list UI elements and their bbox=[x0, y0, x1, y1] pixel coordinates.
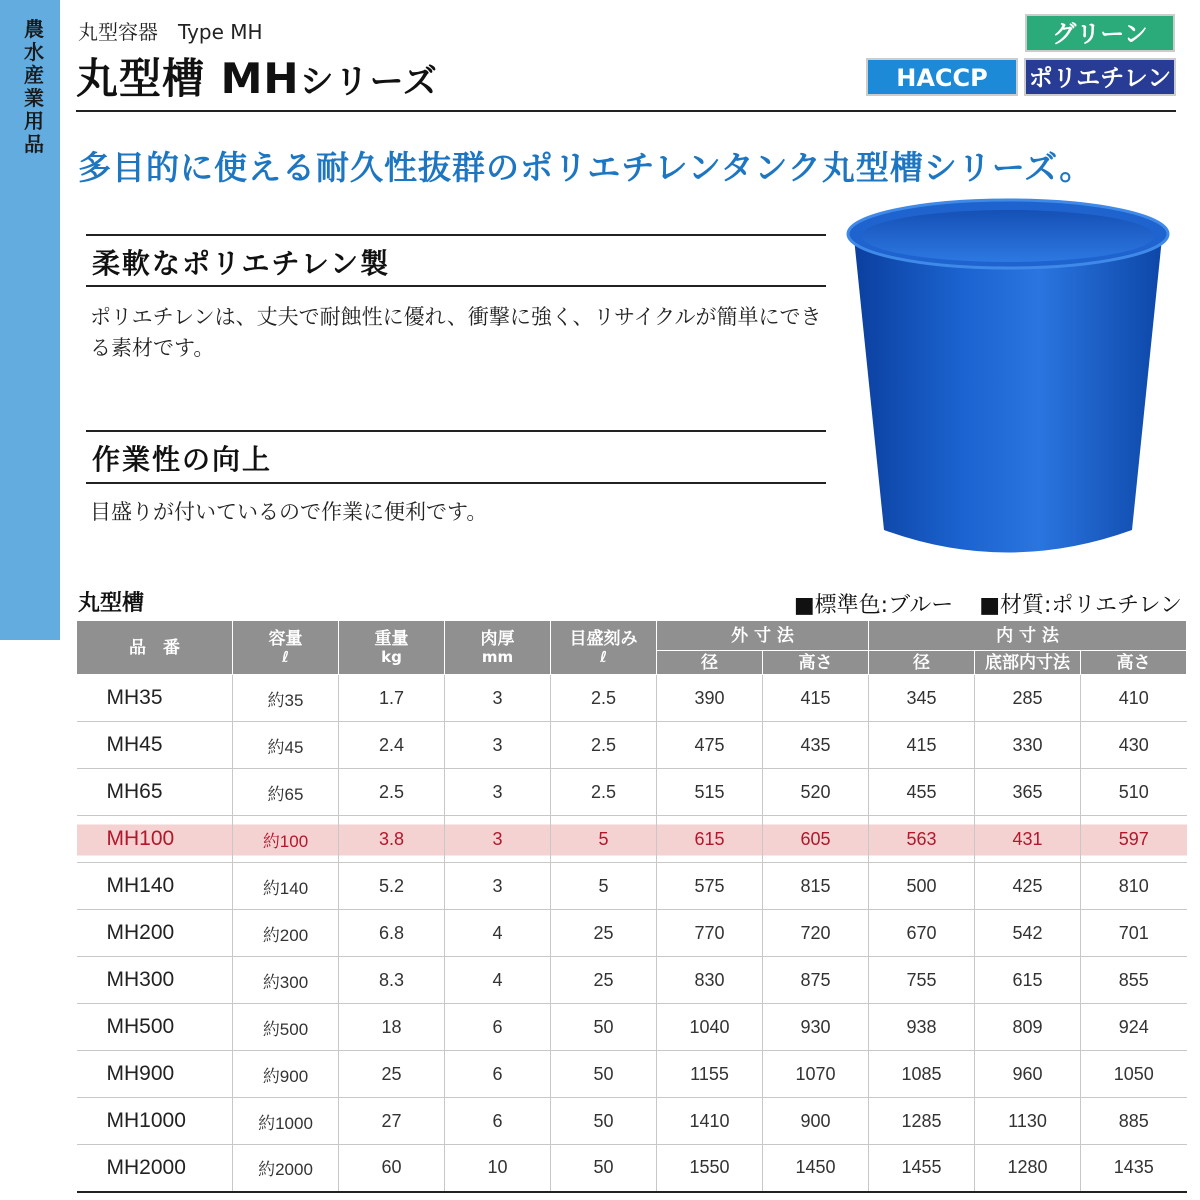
cell-outer-height: 1070 bbox=[763, 1051, 869, 1098]
cell-capacity: 約900 bbox=[233, 1051, 339, 1098]
cell-model: MH200 bbox=[77, 910, 233, 957]
cell-inner-height: 410 bbox=[1081, 675, 1187, 722]
col-inner-diameter: 径 bbox=[869, 651, 975, 675]
cell-weight: 3.8 bbox=[339, 816, 445, 863]
category-side-tab bbox=[0, 0, 60, 640]
table-row bbox=[77, 910, 1187, 957]
title-series: シリーズ bbox=[299, 62, 438, 102]
cell-capacity: 約35 bbox=[233, 675, 339, 722]
cell-weight: 27 bbox=[339, 1098, 445, 1145]
cell-capacity: 約100 bbox=[233, 816, 339, 863]
col-model: 品 番 bbox=[77, 621, 233, 675]
cell-inner-bottom: 330 bbox=[975, 722, 1081, 769]
product-subtitle: 丸型容器 Type MH bbox=[78, 20, 263, 44]
section-body-material: ポリエチレンは、丈夫で耐蝕性に優れ、衝撃に強く、リサイクルが簡単にできる素材です。 bbox=[90, 305, 822, 360]
polyethylene-badge: ポリエチレン bbox=[1024, 58, 1176, 96]
cell-outer-height: 435 bbox=[763, 722, 869, 769]
cell-outer-diameter: 575 bbox=[657, 863, 763, 910]
cell-weight: 5.2 bbox=[339, 863, 445, 910]
cell-inner-diameter: 455 bbox=[869, 769, 975, 816]
cell-thickness: 3 bbox=[445, 769, 551, 816]
cell-outer-diameter: 770 bbox=[657, 910, 763, 957]
cell-weight: 1.7 bbox=[339, 675, 445, 722]
cell-weight: 2.4 bbox=[339, 722, 445, 769]
section-heading-material: 柔軟なポリエチレン製 bbox=[92, 247, 391, 280]
col-inner-height: 高さ bbox=[1081, 651, 1187, 675]
spec-table bbox=[76, 620, 1187, 1193]
cell-thickness: 3 bbox=[445, 722, 551, 769]
cell-inner-bottom: 809 bbox=[975, 1004, 1081, 1051]
cell-inner-bottom: 542 bbox=[975, 910, 1081, 957]
cell-capacity: 約500 bbox=[233, 1004, 339, 1051]
cell-inner-height: 510 bbox=[1081, 769, 1187, 816]
col-capacity-unit: ℓ bbox=[281, 647, 290, 666]
cell-outer-height: 720 bbox=[763, 910, 869, 957]
cell-outer-height: 930 bbox=[763, 1004, 869, 1051]
section-body-workability: 目盛りが付いているので作業に便利です。 bbox=[90, 500, 488, 524]
cell-inner-diameter: 938 bbox=[869, 1004, 975, 1051]
cell-thickness: 4 bbox=[445, 957, 551, 1004]
cell-weight: 25 bbox=[339, 1051, 445, 1098]
cell-capacity: 約200 bbox=[233, 910, 339, 957]
cell-scale: 2.5 bbox=[551, 722, 657, 769]
cell-inner-height: 1435 bbox=[1081, 1145, 1187, 1192]
cell-thickness: 3 bbox=[445, 816, 551, 863]
cell-thickness: 3 bbox=[445, 863, 551, 910]
cell-thickness: 6 bbox=[445, 1051, 551, 1098]
cell-weight: 6.8 bbox=[339, 910, 445, 957]
cell-model: MH140 bbox=[77, 863, 233, 910]
cell-outer-diameter: 1550 bbox=[657, 1145, 763, 1192]
cell-outer-diameter: 515 bbox=[657, 769, 763, 816]
col-thickness-label: 肉厚 bbox=[480, 628, 515, 649]
page-title bbox=[76, 46, 438, 106]
section-rule bbox=[86, 430, 826, 432]
cell-inner-height: 885 bbox=[1081, 1098, 1187, 1145]
cell-weight: 60 bbox=[339, 1145, 445, 1192]
table-row bbox=[77, 957, 1187, 1004]
cell-thickness: 4 bbox=[445, 910, 551, 957]
cell-inner-height: 430 bbox=[1081, 722, 1187, 769]
section-rule bbox=[86, 234, 826, 236]
table-row bbox=[77, 769, 1187, 816]
col-scale bbox=[551, 621, 657, 675]
col-weight bbox=[339, 621, 445, 675]
col-thickness bbox=[445, 621, 551, 675]
cell-inner-bottom: 431 bbox=[975, 816, 1081, 863]
table-row bbox=[77, 1145, 1187, 1192]
cell-model: MH1000 bbox=[77, 1098, 233, 1145]
col-scale-label: 目盛刻み bbox=[569, 628, 638, 649]
col-outer-diameter: 径 bbox=[657, 651, 763, 675]
cell-model: MH45 bbox=[77, 722, 233, 769]
cell-outer-height: 520 bbox=[763, 769, 869, 816]
cell-thickness: 6 bbox=[445, 1004, 551, 1051]
table-row bbox=[77, 1051, 1187, 1098]
cell-thickness: 3 bbox=[445, 675, 551, 722]
material-note: ■材質:ポリエチレン bbox=[979, 593, 1182, 618]
table-row bbox=[77, 722, 1187, 769]
col-scale-unit: ℓ bbox=[599, 647, 608, 666]
title-main: 丸型槽 MH bbox=[76, 54, 300, 103]
cell-inner-diameter: 670 bbox=[869, 910, 975, 957]
cell-inner-diameter: 1285 bbox=[869, 1098, 975, 1145]
cell-scale: 2.5 bbox=[551, 675, 657, 722]
col-weight-label: 重量 bbox=[374, 628, 409, 649]
cell-scale: 5 bbox=[551, 816, 657, 863]
cell-scale: 50 bbox=[551, 1098, 657, 1145]
cell-inner-height: 810 bbox=[1081, 863, 1187, 910]
cell-scale: 5 bbox=[551, 863, 657, 910]
table-row bbox=[77, 863, 1187, 910]
cell-outer-height: 605 bbox=[763, 816, 869, 863]
cell-inner-height: 855 bbox=[1081, 957, 1187, 1004]
cell-outer-height: 875 bbox=[763, 957, 869, 1004]
cell-capacity: 約65 bbox=[233, 769, 339, 816]
cell-model: MH500 bbox=[77, 1004, 233, 1051]
cell-inner-bottom: 1130 bbox=[975, 1098, 1081, 1145]
cell-inner-diameter: 1085 bbox=[869, 1051, 975, 1098]
table-header-row bbox=[77, 621, 1187, 651]
col-thickness-unit: mm bbox=[481, 647, 514, 666]
col-weight-unit: kg bbox=[381, 647, 402, 666]
cell-capacity: 約45 bbox=[233, 722, 339, 769]
cell-inner-diameter: 563 bbox=[869, 816, 975, 863]
section-rule bbox=[86, 285, 826, 287]
spec-table-body bbox=[77, 675, 1187, 1192]
cell-weight: 2.5 bbox=[339, 769, 445, 816]
col-inner-bottom: 底部内寸法 bbox=[975, 651, 1081, 675]
catchphrase: 多目的に使える耐久性抜群のポリエチレンタンク丸型槽シリーズ。 bbox=[78, 148, 1094, 187]
col-capacity-label: 容量 bbox=[268, 628, 303, 649]
cell-model: MH900 bbox=[77, 1051, 233, 1098]
cell-outer-diameter: 615 bbox=[657, 816, 763, 863]
cell-inner-height: 597 bbox=[1081, 816, 1187, 863]
cell-inner-height: 701 bbox=[1081, 910, 1187, 957]
table-row bbox=[77, 675, 1187, 722]
cell-weight: 18 bbox=[339, 1004, 445, 1051]
cell-inner-bottom: 365 bbox=[975, 769, 1081, 816]
cell-model: MH35 bbox=[77, 675, 233, 722]
tank-product-image bbox=[842, 190, 1172, 570]
cell-inner-diameter: 755 bbox=[869, 957, 975, 1004]
section-heading-workability: 作業性の向上 bbox=[92, 443, 273, 476]
cell-inner-bottom: 425 bbox=[975, 863, 1081, 910]
cell-scale: 25 bbox=[551, 910, 657, 957]
cell-model: MH100 bbox=[77, 816, 233, 863]
cell-outer-diameter: 1040 bbox=[657, 1004, 763, 1051]
cell-outer-height: 815 bbox=[763, 863, 869, 910]
cell-inner-bottom: 960 bbox=[975, 1051, 1081, 1098]
cell-thickness: 6 bbox=[445, 1098, 551, 1145]
cell-scale: 50 bbox=[551, 1051, 657, 1098]
cell-scale: 25 bbox=[551, 957, 657, 1004]
cell-capacity: 約2000 bbox=[233, 1145, 339, 1192]
cell-inner-diameter: 415 bbox=[869, 722, 975, 769]
title-divider bbox=[76, 110, 1176, 112]
cell-scale: 2.5 bbox=[551, 769, 657, 816]
section-rule bbox=[86, 482, 826, 484]
cell-outer-height: 1450 bbox=[763, 1145, 869, 1192]
table-row bbox=[77, 816, 1187, 863]
cell-inner-height: 1050 bbox=[1081, 1051, 1187, 1098]
cell-outer-diameter: 475 bbox=[657, 722, 763, 769]
cell-inner-diameter: 500 bbox=[869, 863, 975, 910]
col-capacity bbox=[233, 621, 339, 675]
cell-capacity: 約1000 bbox=[233, 1098, 339, 1145]
haccp-badge: HACCP bbox=[866, 58, 1018, 96]
cell-weight: 8.3 bbox=[339, 957, 445, 1004]
cell-inner-diameter: 1455 bbox=[869, 1145, 975, 1192]
cell-capacity: 約300 bbox=[233, 957, 339, 1004]
cell-thickness: 10 bbox=[445, 1145, 551, 1192]
cell-outer-height: 415 bbox=[763, 675, 869, 722]
cell-model: MH2000 bbox=[77, 1145, 233, 1192]
cell-inner-diameter: 345 bbox=[869, 675, 975, 722]
table-title: 丸型槽 bbox=[78, 591, 145, 616]
cell-capacity: 約140 bbox=[233, 863, 339, 910]
cell-model: MH300 bbox=[77, 957, 233, 1004]
table-notes bbox=[768, 588, 1182, 619]
green-badge: グリーン bbox=[1025, 14, 1175, 52]
cell-outer-diameter: 1155 bbox=[657, 1051, 763, 1098]
col-outer-height: 高さ bbox=[763, 651, 869, 675]
cell-outer-diameter: 830 bbox=[657, 957, 763, 1004]
col-group-outer: 外 寸 法 bbox=[657, 621, 869, 651]
cell-inner-bottom: 615 bbox=[975, 957, 1081, 1004]
cell-scale: 50 bbox=[551, 1004, 657, 1051]
cell-inner-height: 924 bbox=[1081, 1004, 1187, 1051]
cell-model: MH65 bbox=[77, 769, 233, 816]
col-group-inner: 内 寸 法 bbox=[869, 621, 1187, 651]
cell-outer-diameter: 390 bbox=[657, 675, 763, 722]
cell-outer-diameter: 1410 bbox=[657, 1098, 763, 1145]
cell-inner-bottom: 285 bbox=[975, 675, 1081, 722]
table-row bbox=[77, 1004, 1187, 1051]
cell-outer-height: 900 bbox=[763, 1098, 869, 1145]
cell-scale: 50 bbox=[551, 1145, 657, 1192]
table-row bbox=[77, 1098, 1187, 1145]
cell-inner-bottom: 1280 bbox=[975, 1145, 1081, 1192]
standard-color-note: ■標準色:ブルー bbox=[793, 593, 954, 618]
category-label: 農水産業用品 bbox=[24, 17, 44, 156]
